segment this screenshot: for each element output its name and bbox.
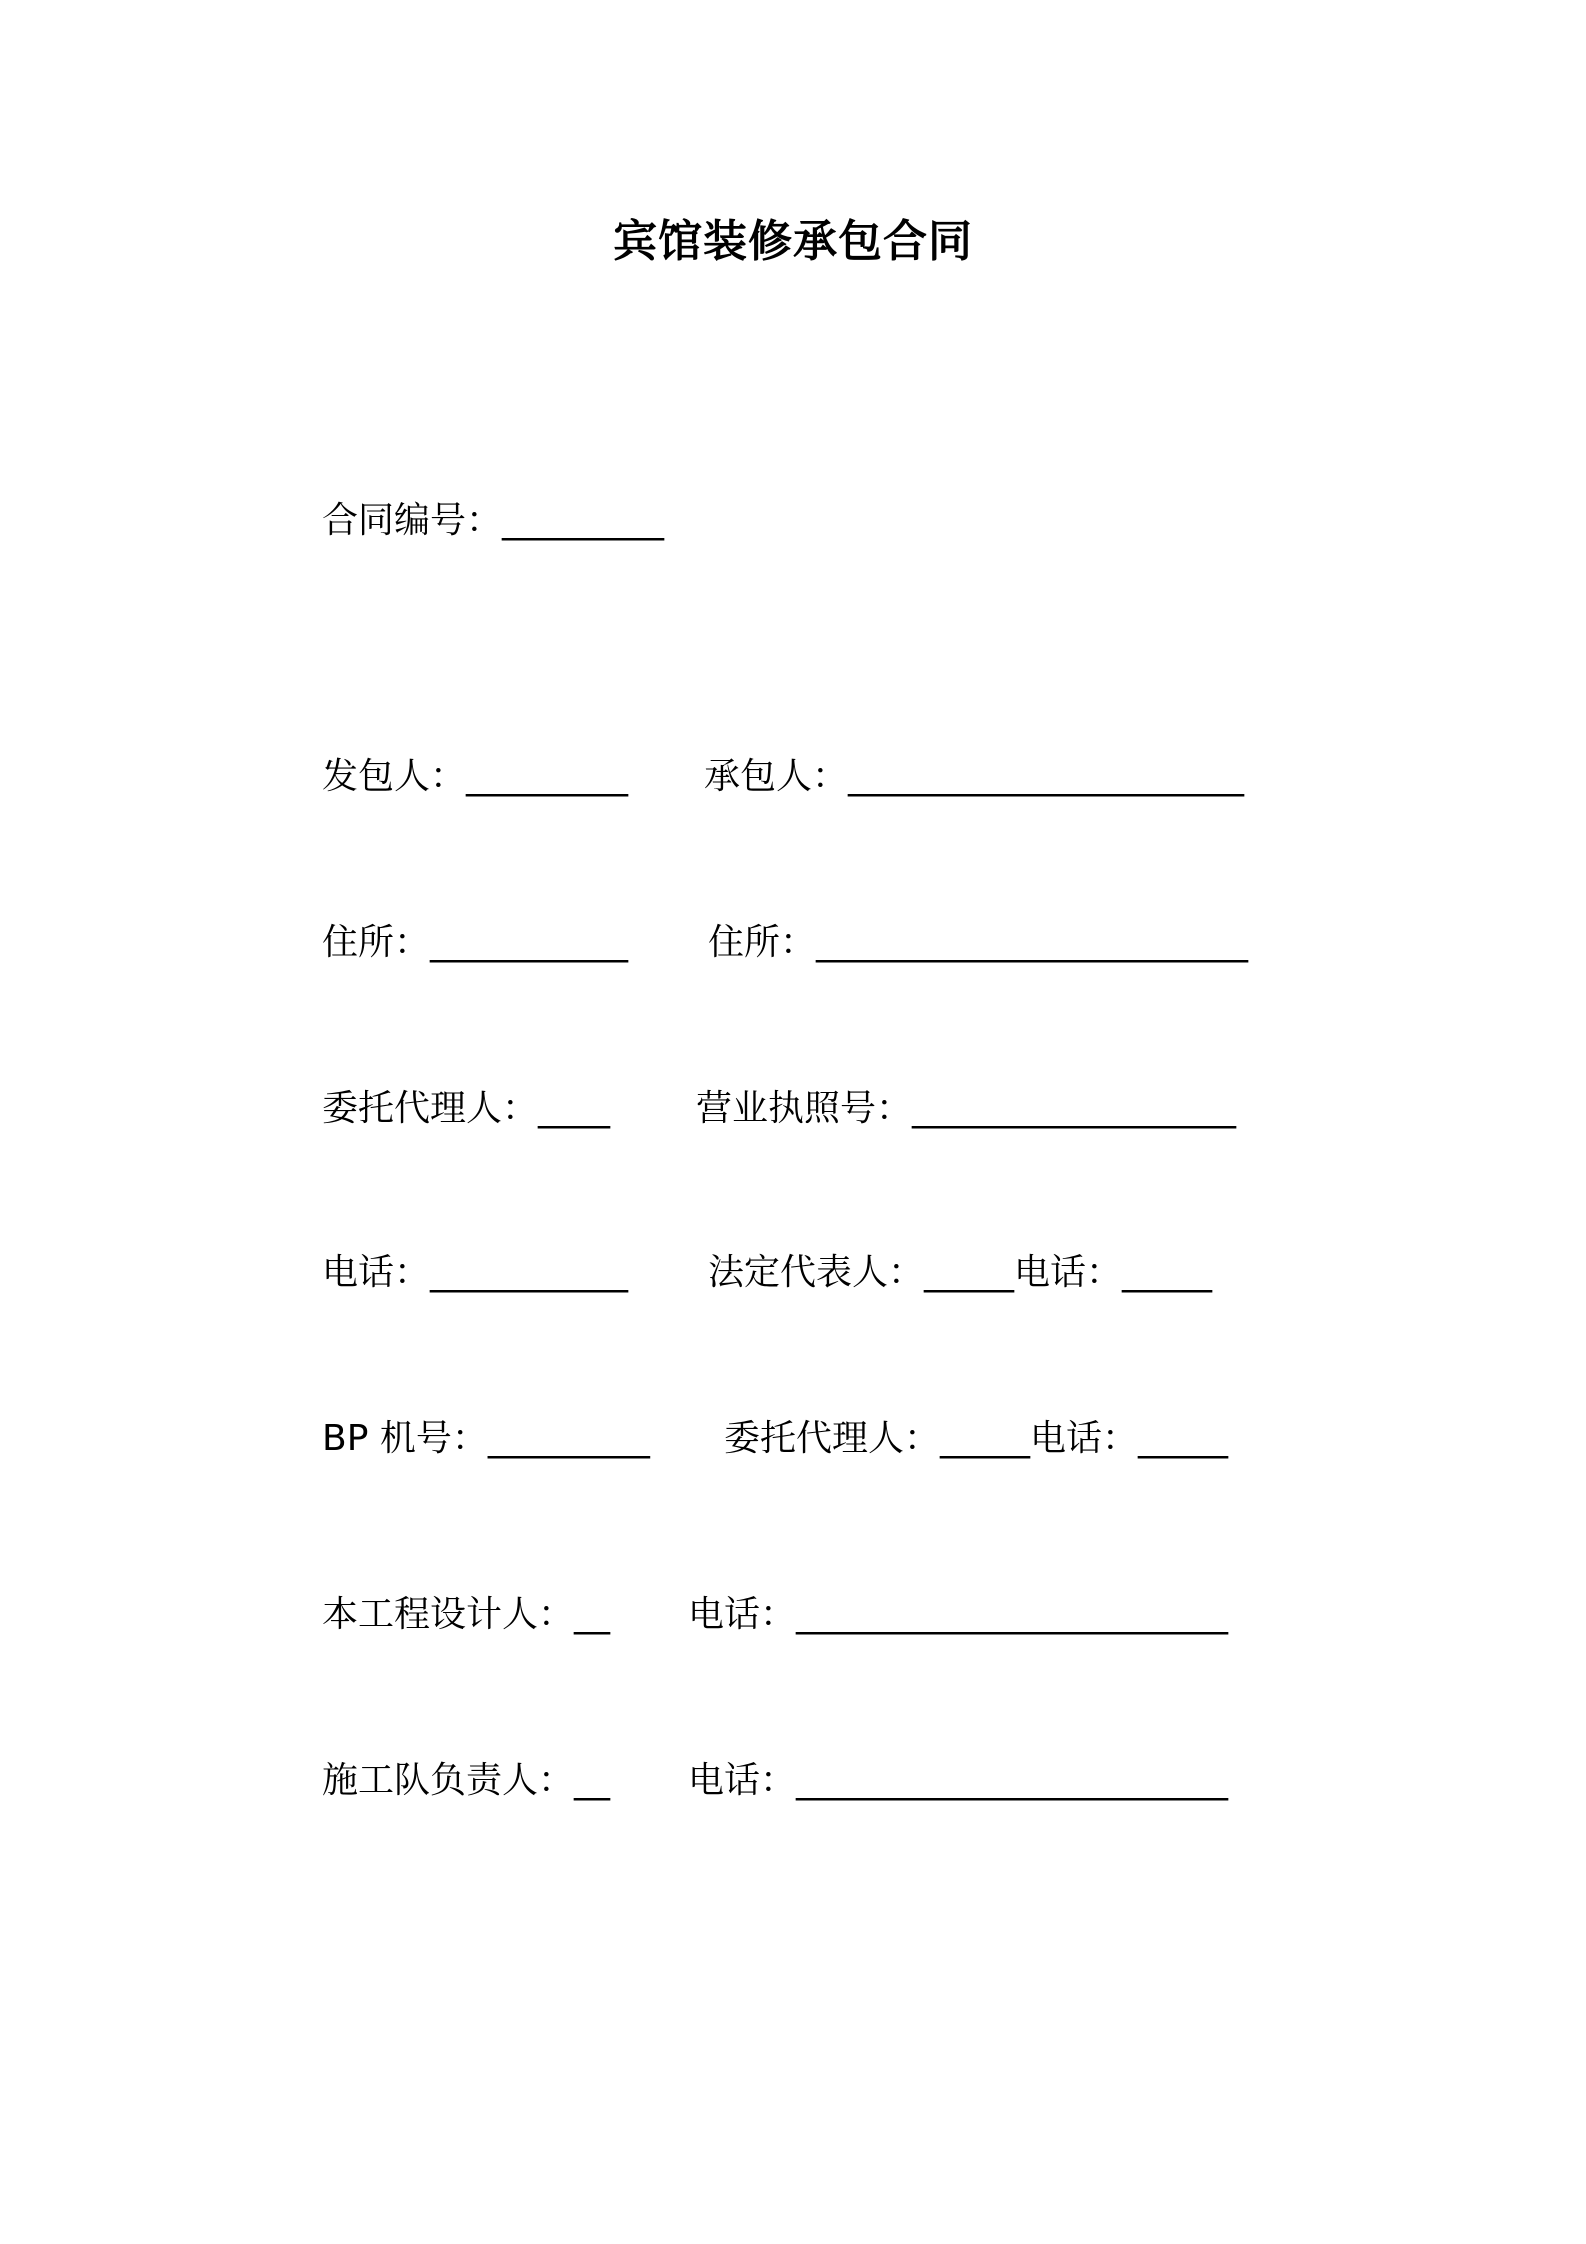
row-agent-license (322, 1084, 1422, 1134)
employer-agent-field: 委托代理人：____ (322, 1088, 611, 1129)
business-license-field: 营业执照号：__________________ (696, 1088, 1237, 1129)
row-pager-agent (322, 1414, 1422, 1464)
legal-representative-field: 法定代表人：_____电话：_____ (708, 1252, 1213, 1293)
contractor-address-field: 住所：________________________ (708, 922, 1249, 963)
row-designer (322, 1590, 1422, 1640)
row-crew-leader (322, 1756, 1422, 1806)
document-title: 宾馆装修承包合同 (613, 216, 973, 267)
contractor-field: 承包人：______________________ (704, 756, 1245, 797)
designer-phone-field: 电话：________________________ (688, 1594, 1229, 1635)
crew-leader-field: 施工队负责人：__ (322, 1760, 611, 1801)
contract-number-field: 合同编号：_________ (322, 500, 665, 541)
designer-field: 本工程设计人：__ (322, 1594, 611, 1635)
contractor-agent-field: 委托代理人：_____电话：_____ (724, 1418, 1229, 1459)
pager-number-field: BP 机号：_________ (322, 1418, 650, 1459)
row-phone-legal-rep (322, 1248, 1422, 1298)
crew-leader-phone-field: 电话：________________________ (688, 1760, 1229, 1801)
row-parties (322, 752, 1422, 802)
employer-field: 发包人：_________ (322, 756, 629, 797)
employer-phone-field: 电话：___________ (322, 1252, 629, 1293)
row-address (322, 918, 1422, 968)
contract-number-line (322, 496, 664, 546)
employer-address-field: 住所：___________ (322, 922, 629, 963)
